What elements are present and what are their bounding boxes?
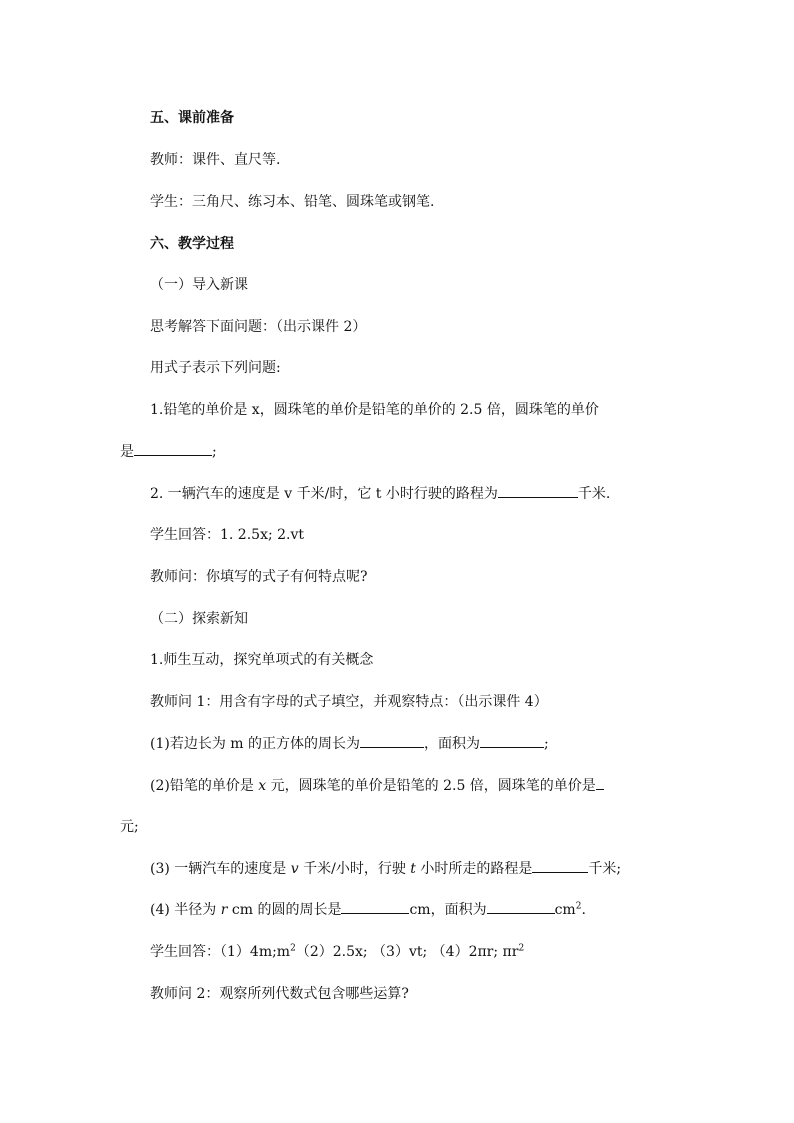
fill1-prefix: (1)若边长为 m 的正方体的周长为 — [150, 736, 361, 752]
fill3-middle: 千米/小时，行驶 — [298, 861, 411, 877]
answer-blank — [596, 777, 604, 790]
express-prompt: 用式子表示下列问题: — [150, 360, 281, 376]
part1-heading: （一）导入新课 — [150, 277, 248, 293]
answer-blank — [134, 443, 212, 456]
question1-line1: 1.铅笔的单价是 x，圆珠笔的单价是铅笔的单价的 2.5 倍，圆珠笔的单价 — [150, 402, 599, 418]
fill-item-3 — [150, 860, 621, 878]
question1-suffix: ; — [212, 444, 217, 460]
student-preparation: 学生：三角尺、练习本、铅笔、圆珠笔或钢笔. — [150, 194, 435, 210]
answer-blank — [498, 485, 578, 498]
fill4-unit: cm — [554, 902, 576, 918]
answer-blank — [360, 735, 424, 748]
answer-blank — [480, 735, 544, 748]
point1-heading: 1.师生互动，探究单项式的有关概念 — [150, 652, 374, 668]
fill4-middle: cm 的圆的周长是 — [227, 902, 342, 918]
section5-heading: 五、课前准备 — [150, 110, 234, 126]
question1-prefix: 是 — [120, 444, 134, 460]
teacher-ask: 教师问：你填写的式子有何特点呢? — [150, 569, 368, 585]
question2-suffix: 千米. — [577, 486, 611, 502]
fill-item-2-line2: 元; — [120, 819, 139, 835]
part2-heading: （二）探索新知 — [150, 611, 248, 627]
answer2-exponent-2: 2 — [518, 943, 525, 954]
teacher-question-2: 教师问 2：观察所列代数式包含哪些运算? — [150, 986, 409, 1002]
fill-item-2 — [150, 777, 604, 795]
fill4-prefix: (4) 半径为 — [150, 902, 221, 918]
answer2-part-b: （2）2.5x; （3）vt; （4）2πr; πr — [295, 944, 519, 960]
fill2-suffix: 元，圆珠笔的单价是铅笔的 2.5 倍，圆珠笔的单价是 — [266, 778, 596, 794]
think-prompt: 思考解答下面问题：（出示课件 2） — [150, 319, 367, 335]
student-answer-1: 学生回答：1. 2.5x; 2.vt — [150, 527, 305, 543]
fill3-suffix: 千米; — [588, 861, 622, 877]
teacher-question-1: 教师问 1：用含有字母的式子填空，并观察特点：（出示课件 4） — [150, 694, 548, 710]
teacher-preparation: 教师：课件、直尺等. — [150, 152, 281, 168]
fill-item-4 — [150, 901, 586, 919]
fill3-variable-v: v — [290, 861, 299, 877]
fill3-prefix: (3) 一辆汽车的速度是 — [150, 861, 291, 877]
fill3-variable-t: t — [410, 861, 416, 877]
question2-prefix: 2. 一辆汽车的速度是 v 千米/时，它 t 小时行驶的路程为 — [150, 486, 498, 502]
answer-blank — [487, 901, 555, 914]
fill2-variable: x — [258, 778, 267, 794]
fill1-middle: ，面积为 — [424, 736, 481, 752]
fill2-prefix: (2)铅笔的单价是 — [150, 778, 259, 794]
fill4-middle2: cm，面积为 — [409, 902, 487, 918]
fill3-middle2: 小时所走的路程是 — [415, 861, 533, 877]
fill4-exponent: 2 — [575, 901, 582, 912]
student-answer-2 — [150, 943, 524, 961]
fill-item-1 — [150, 735, 549, 753]
section6-heading: 六、教学过程 — [150, 236, 234, 252]
answer2-part-a: 学生回答：（1）4m;m — [150, 944, 291, 960]
answer2-exponent-1: 2 — [290, 943, 296, 954]
fill1-suffix: ; — [544, 736, 549, 752]
fill4-suffix: . — [581, 902, 586, 918]
answer-blank — [532, 860, 588, 873]
fill4-variable-r: r — [220, 902, 228, 918]
question2 — [150, 485, 610, 503]
answer-blank — [341, 901, 409, 914]
question1-line2 — [120, 443, 217, 461]
